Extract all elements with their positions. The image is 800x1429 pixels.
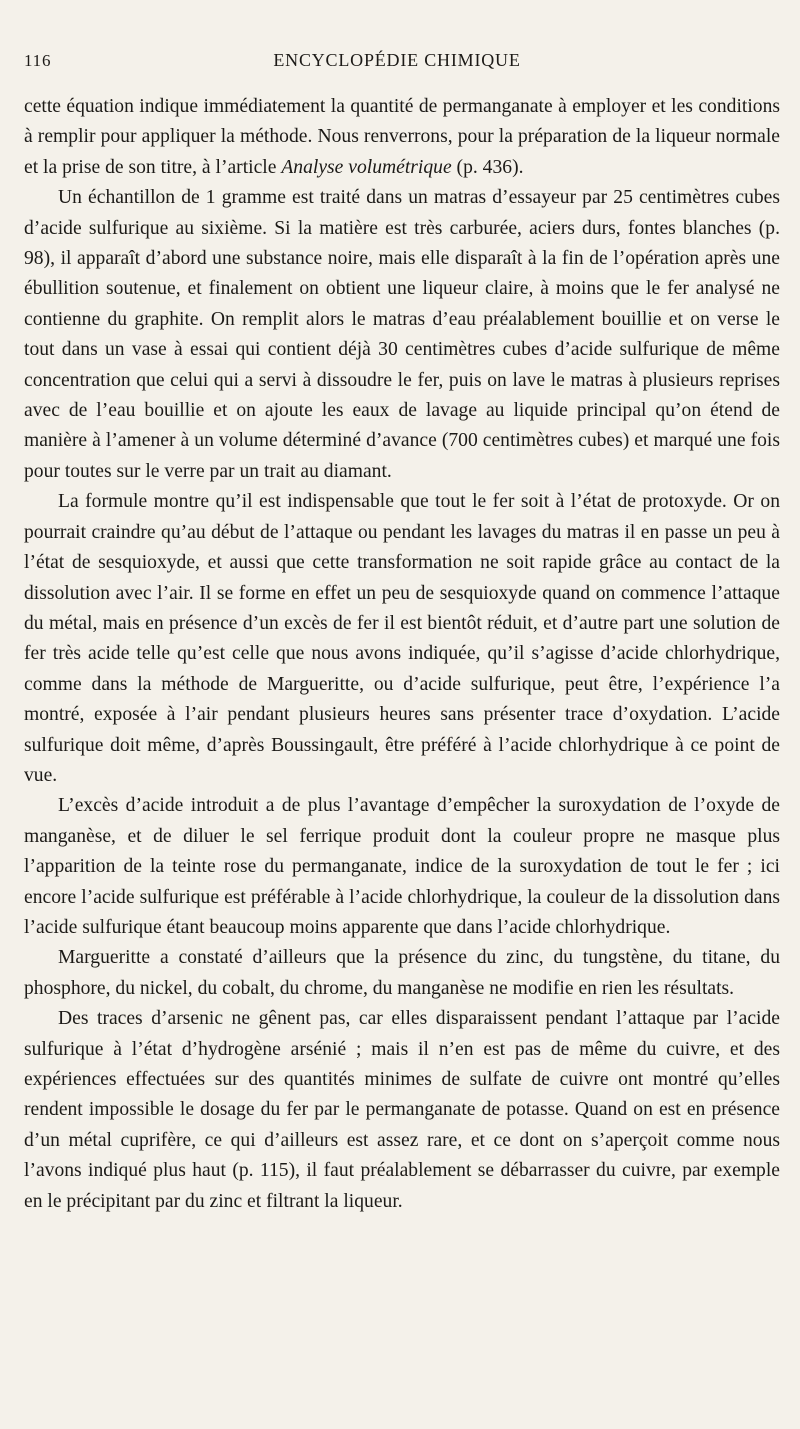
paragraph-1-text-before: cette équation indique immédiatement la quantité de permanganate à employer et les conditions à remplir pour appliquer la méthode. Nous renverrons, pour la préparation de la liqueur normale et la prise de son titre, à l’article bbox=[24, 96, 780, 178]
paragraph-5: Margueritte a constaté d’ailleurs que la présence du zinc, du tungstène, du titane, du phosphore, du nickel, du cobalt, du chrome, du manganèse ne modifie en rien les résultats. bbox=[24, 947, 780, 999]
paragraph-4: L’excès d’acide introduit a de plus l’avantage d’empêcher la suroxydation de l’oxyde de manganèse, et de diluer le sel ferrique produit dont la couleur propre ne masque plus l’apparition de la teinte rose du permanganate, indice de la suroxydation de tout le fer ; ici encore l’acide sulfurique est préférable à l’acide chlorhydrique, la couleur de la dissolution dans l’acide sulfurique étant beaucoup moins apparente que dans l’acide chlorhydrique. bbox=[24, 795, 780, 938]
paragraph-6: Des traces d’arsenic ne gênent pas, car elles disparaissent pendant l’attaque par l’acide sulfurique à l’état d’hydrogène arsénié ; mais il n’en est pas de même du cuivre, et des expériences effectuées sur des quantités minimes de sulfate de cuivre ont montré qu’elles rendent impossible le dosage du fer par le permanganate de potasse. Quand on est en présence d’un métal cuprifère, ce qui d’ailleurs est assez rare, et ce dont on s’aperçoit comme nous l’avons indiqué plus haut (p. 115), il faut préalablement se débarrasser du cuivre, par exemple en le précipitant par du zinc et filtrant la liqueur. bbox=[24, 1008, 780, 1212]
running-head bbox=[24, 50, 780, 80]
running-title: ENCYCLOPÉDIE CHIMIQUE bbox=[273, 50, 521, 70]
page-number: 116 bbox=[24, 51, 52, 70]
paragraph-1-italic-reference: Analyse volumétrique bbox=[281, 156, 452, 178]
paragraph-1 bbox=[24, 92, 780, 183]
body-text bbox=[24, 92, 780, 1217]
paragraph-2: Un échantillon de 1 gramme est traité dans un matras d’essayeur par 25 centimètres cubes d’acide sulfurique au sixième. Si la matière est très carburée, aciers durs, fontes blanches (p. 98), il apparaît d’abord une substance noire, mais elle disparaît à la fin de l’opération après une ébullition soutenue, et finalement on obtient une liqueur claire, à moins que le fer analysé ne contienne du graphite. On remplit alors le matras d’eau préalablement bouillie et on verse le tout dans un vase à essai qui contient déjà 30 centimètres cubes d’acide sulfurique de même concentration que celui qui a servi à dissoudre le fer, puis on lave le matras à plusieurs reprises avec de l’eau bouillie et on ajoute les eaux de lavage au liquide principal qu’on étend de manière à l’amener à un volume déterminé d’avance (700 centimètres cubes) et marqué une fois pour toutes sur le verre par un trait au diamant. bbox=[24, 187, 780, 482]
paragraph-1-text-after: (p. 436). bbox=[451, 156, 524, 178]
paragraph-3: La formule montre qu’il est indispensable que tout le fer soit à l’état de protoxyde. Or on pourrait craindre qu’au début de l’attaque ou pendant les lavages du matras il en passe un peu à l’état de sesquioxyde, et aussi que cette transformation ne soit rapide grâce au contact de la dissolution avec l’air. Il se forme en effet un peu de sesquioxyde quand on commence l’attaque du métal, mais en présence d’un excès de fer il est bientôt réduit, et d’autre part une solution de fer très acide telle qu’est celle que nous avons indiquée, qu’il s’agisse d’acide chlorhydrique, comme dans la méthode de Margueritte, ou d’acide sulfurique, peut être, l’expérience l’a montré, exposée à l’air pendant plusieurs heures sans présenter trace d’oxydation. L’acide sulfurique doit même, d’après Boussingault, être préféré à l’acide chlorhydrique à ce point de vue. bbox=[24, 491, 780, 786]
